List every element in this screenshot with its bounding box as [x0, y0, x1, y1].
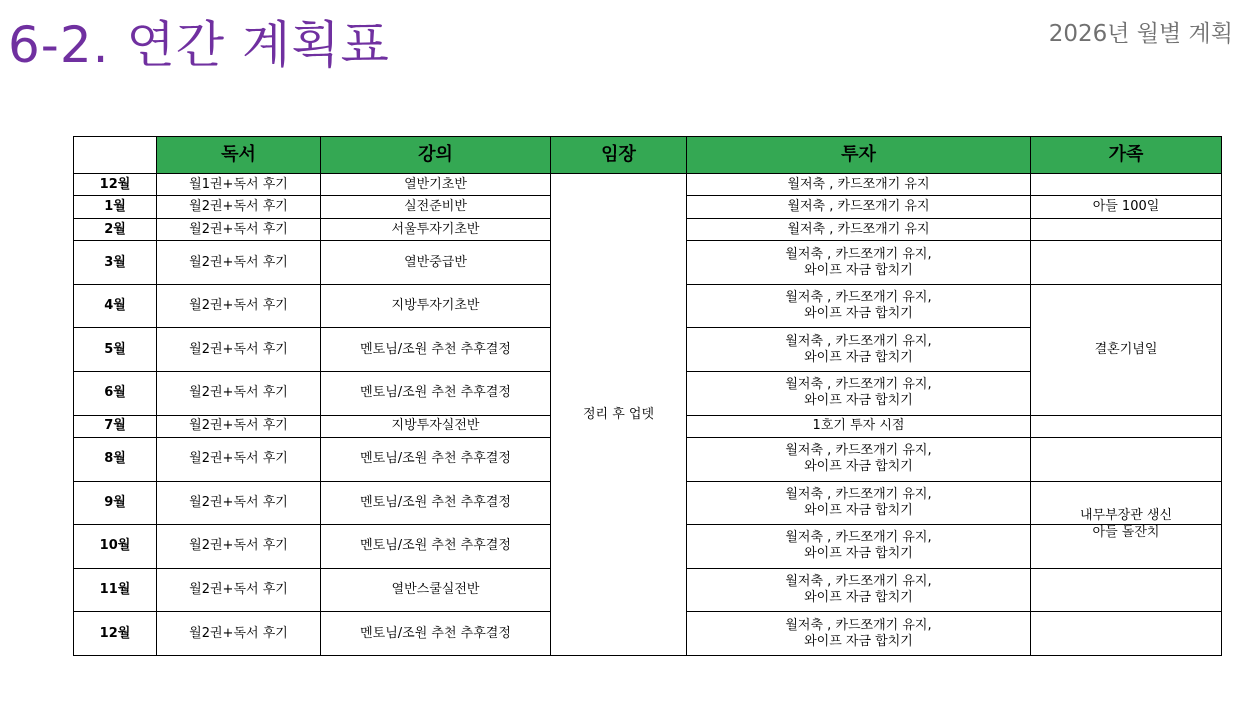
table-header-row	[74, 137, 1222, 174]
header-cell-family: 가족	[1031, 137, 1222, 174]
family-cell: 아들 100일	[1031, 196, 1222, 218]
lecture-cell: 멘토님/조원 추천 추후결정	[321, 328, 551, 372]
month-cell: 12월	[74, 612, 157, 656]
month-cell: 7월	[74, 415, 157, 437]
lecture-cell: 멘토님/조원 추천 추후결정	[321, 438, 551, 482]
month-cell: 3월	[74, 241, 157, 285]
reading-cell: 월2권+독서 후기	[157, 218, 321, 240]
family-cell: 결혼기념일	[1031, 284, 1222, 415]
lecture-cell: 서울투자기초반	[321, 218, 551, 240]
family-cell	[1031, 612, 1222, 656]
header-cell-blank	[74, 137, 157, 174]
invest-cell: 월저축 , 카드쪼개기 유지, 와이프 자금 합치기	[687, 372, 1031, 416]
month-cell: 5월	[74, 328, 157, 372]
reading-cell: 월2권+독서 후기	[157, 481, 321, 525]
invest-cell: 월저축 , 카드쪼개기 유지, 와이프 자금 합치기	[687, 612, 1031, 656]
invest-cell: 월저축 , 카드쪼개기 유지, 와이프 자금 합치기	[687, 241, 1031, 285]
family-cell	[1031, 415, 1222, 437]
invest-cell: 월저축 , 카드쪼개기 유지	[687, 174, 1031, 196]
reading-cell: 월2권+독서 후기	[157, 525, 321, 569]
month-cell: 10월	[74, 525, 157, 569]
header-cell-imjang: 임장	[551, 137, 687, 174]
family-cell	[1031, 438, 1222, 482]
reading-cell: 월2권+독서 후기	[157, 284, 321, 328]
lecture-cell: 열반기초반	[321, 174, 551, 196]
family-cell	[1031, 218, 1222, 240]
invest-cell: 월저축 , 카드쪼개기 유지, 와이프 자금 합치기	[687, 438, 1031, 482]
invest-cell: 월저축 , 카드쪼개기 유지	[687, 218, 1031, 240]
annual-plan-table	[73, 136, 1222, 656]
invest-cell: 월저축 , 카드쪼개기 유지, 와이프 자금 합치기	[687, 525, 1031, 569]
month-cell: 1월	[74, 196, 157, 218]
page-title: 6-2. 연간 계획표	[8, 16, 390, 74]
table-row	[74, 174, 1222, 196]
lecture-cell: 멘토님/조원 추천 추후결정	[321, 481, 551, 525]
reading-cell: 월2권+독서 후기	[157, 328, 321, 372]
page-subtitle: 2026년 월별 계획	[1048, 21, 1233, 47]
month-cell: 11월	[74, 568, 157, 612]
invest-cell: 월저축 , 카드쪼개기 유지, 와이프 자금 합치기	[687, 481, 1031, 525]
lecture-cell: 멘토님/조원 추천 추후결정	[321, 525, 551, 569]
invest-cell: 월저축 , 카드쪼개기 유지, 와이프 자금 합치기	[687, 328, 1031, 372]
header-cell-invest: 투자	[687, 137, 1031, 174]
lecture-cell: 열반중급반	[321, 241, 551, 285]
month-cell: 9월	[74, 481, 157, 525]
family-cell	[1031, 568, 1222, 612]
lecture-cell: 멘토님/조원 추천 추후결정	[321, 612, 551, 656]
invest-cell: 1호기 투자 시점	[687, 415, 1031, 437]
month-cell: 2월	[74, 218, 157, 240]
lecture-cell: 멘토님/조원 추천 추후결정	[321, 372, 551, 416]
reading-cell: 월2권+독서 후기	[157, 438, 321, 482]
lecture-cell: 실전준비반	[321, 196, 551, 218]
header-cell-lecture: 강의	[321, 137, 551, 174]
reading-cell: 월2권+독서 후기	[157, 415, 321, 437]
month-cell: 6월	[74, 372, 157, 416]
lecture-cell: 지방투자실전반	[321, 415, 551, 437]
reading-cell: 월1권+독서 후기	[157, 174, 321, 196]
reading-cell: 월2권+독서 후기	[157, 612, 321, 656]
invest-cell: 월저축 , 카드쪼개기 유지, 와이프 자금 합치기	[687, 284, 1031, 328]
lecture-cell: 지방투자기초반	[321, 284, 551, 328]
month-cell: 12월	[74, 174, 157, 196]
header-cell-reading: 독서	[157, 137, 321, 174]
reading-cell: 월2권+독서 후기	[157, 196, 321, 218]
family-cell	[1031, 241, 1222, 285]
family-cell: 내무부장관 생신	[1031, 481, 1222, 525]
reading-cell: 월2권+독서 후기	[157, 241, 321, 285]
lecture-cell: 열반스쿨실전반	[321, 568, 551, 612]
imjang-cell: 정리 후 업뎃	[551, 174, 687, 656]
month-cell: 8월	[74, 438, 157, 482]
reading-cell: 월2권+독서 후기	[157, 568, 321, 612]
family-cell	[1031, 174, 1222, 196]
reading-cell: 월2권+독서 후기	[157, 372, 321, 416]
invest-cell: 월저축 , 카드쪼개기 유지	[687, 196, 1031, 218]
family-cell: 아들 돌잔치	[1031, 525, 1222, 569]
invest-cell: 월저축 , 카드쪼개기 유지, 와이프 자금 합치기	[687, 568, 1031, 612]
month-cell: 4월	[74, 284, 157, 328]
